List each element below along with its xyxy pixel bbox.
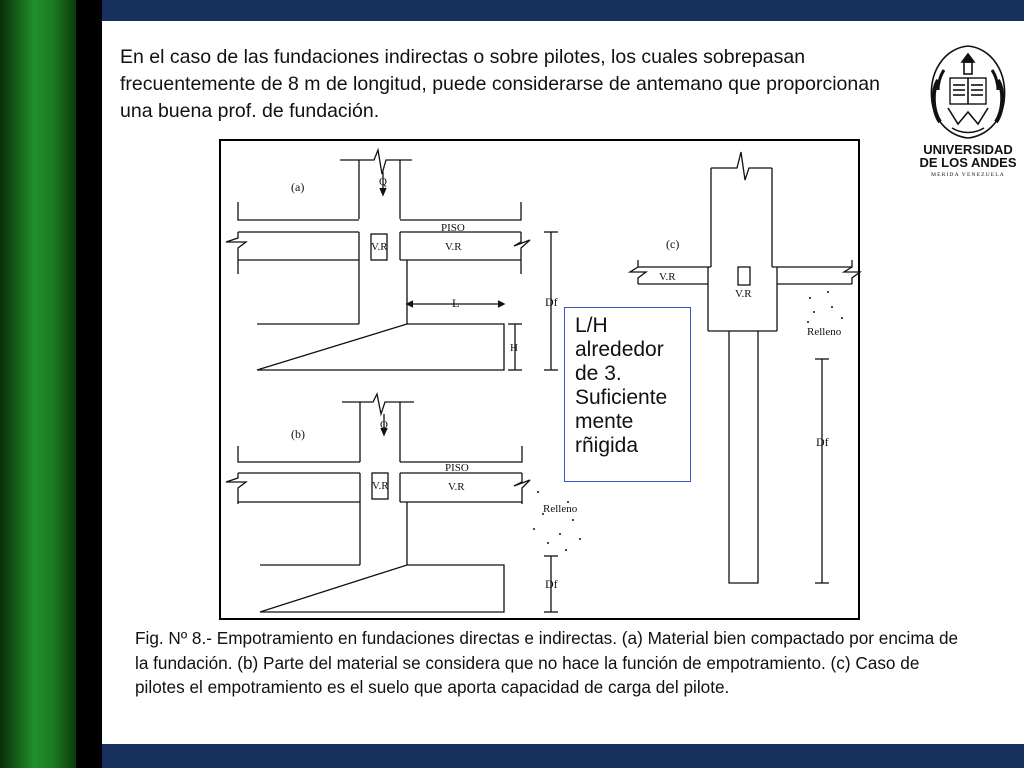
top-bar <box>102 0 1024 21</box>
label-piso-a: PISO <box>441 222 465 234</box>
callout-line: Suficiente <box>575 386 668 409</box>
intro-text: En el caso de las fundaciones indirectas o sobre pilotes, los cuales sobrepasan frecuentemente de 8 m de longitud, puede considerarse de antemano que proporcionan una buena prof. de fundación. <box>120 46 880 122</box>
logo-line3: MERIDA VENEZUELA <box>931 172 1005 178</box>
label-h: H <box>510 342 518 354</box>
label-q-a: Q <box>379 176 387 188</box>
callout-line: L/H <box>575 314 608 337</box>
logo-line2: DE LOS ANDES <box>919 155 1017 170</box>
callout-box <box>564 307 691 482</box>
logo-line1: UNIVERSIDAD <box>923 142 1013 157</box>
label-b: (b) <box>291 427 305 441</box>
label-a: (a) <box>291 180 305 194</box>
callout-line: de 3. <box>575 362 622 385</box>
label-q-b: Q <box>380 419 388 431</box>
label-vr-a1: V.R <box>371 241 388 253</box>
foundation-diagram-svg <box>221 141 862 622</box>
callout-line: rñigida <box>575 434 639 457</box>
label-l: L <box>452 296 460 310</box>
diagram-b <box>226 394 581 612</box>
label-vr-b2: V.R <box>448 481 465 493</box>
left-black-stripe <box>76 0 102 768</box>
label-df-c: Df <box>816 435 829 449</box>
university-seal-icon <box>931 46 1004 138</box>
label-vr-c2: V.R <box>735 288 752 300</box>
diagram-a <box>226 150 558 370</box>
label-vr-b1: V.R <box>372 480 389 492</box>
label-df-a: Df <box>545 295 558 309</box>
callout-line: mente <box>575 410 634 433</box>
university-logo <box>918 40 1018 180</box>
label-relleno-c: Relleno <box>807 326 842 338</box>
bottom-bar <box>102 744 1024 768</box>
foundation-diagram <box>219 139 860 620</box>
label-vr-a2: V.R <box>445 241 462 253</box>
label-c: (c) <box>666 237 680 251</box>
label-piso-b: PISO <box>445 462 469 474</box>
callout-line: alrededor <box>575 338 664 361</box>
label-df-b: Df <box>545 577 558 591</box>
label-relleno-b: Relleno <box>543 503 578 515</box>
figure-caption: Fig. Nº 8.- Empotramiento en fundaciones directas e indirectas. (a) Material bien compactado por encima de la fundación. (b) Parte del material se considera que no hace la función de empotramiento. (c) Caso de pilotes el empotramiento es el suelo que aporta capacidad de carga del pilote. <box>135 628 959 697</box>
label-vr-c1: V.R <box>659 271 676 283</box>
left-green-stripe <box>0 0 76 768</box>
